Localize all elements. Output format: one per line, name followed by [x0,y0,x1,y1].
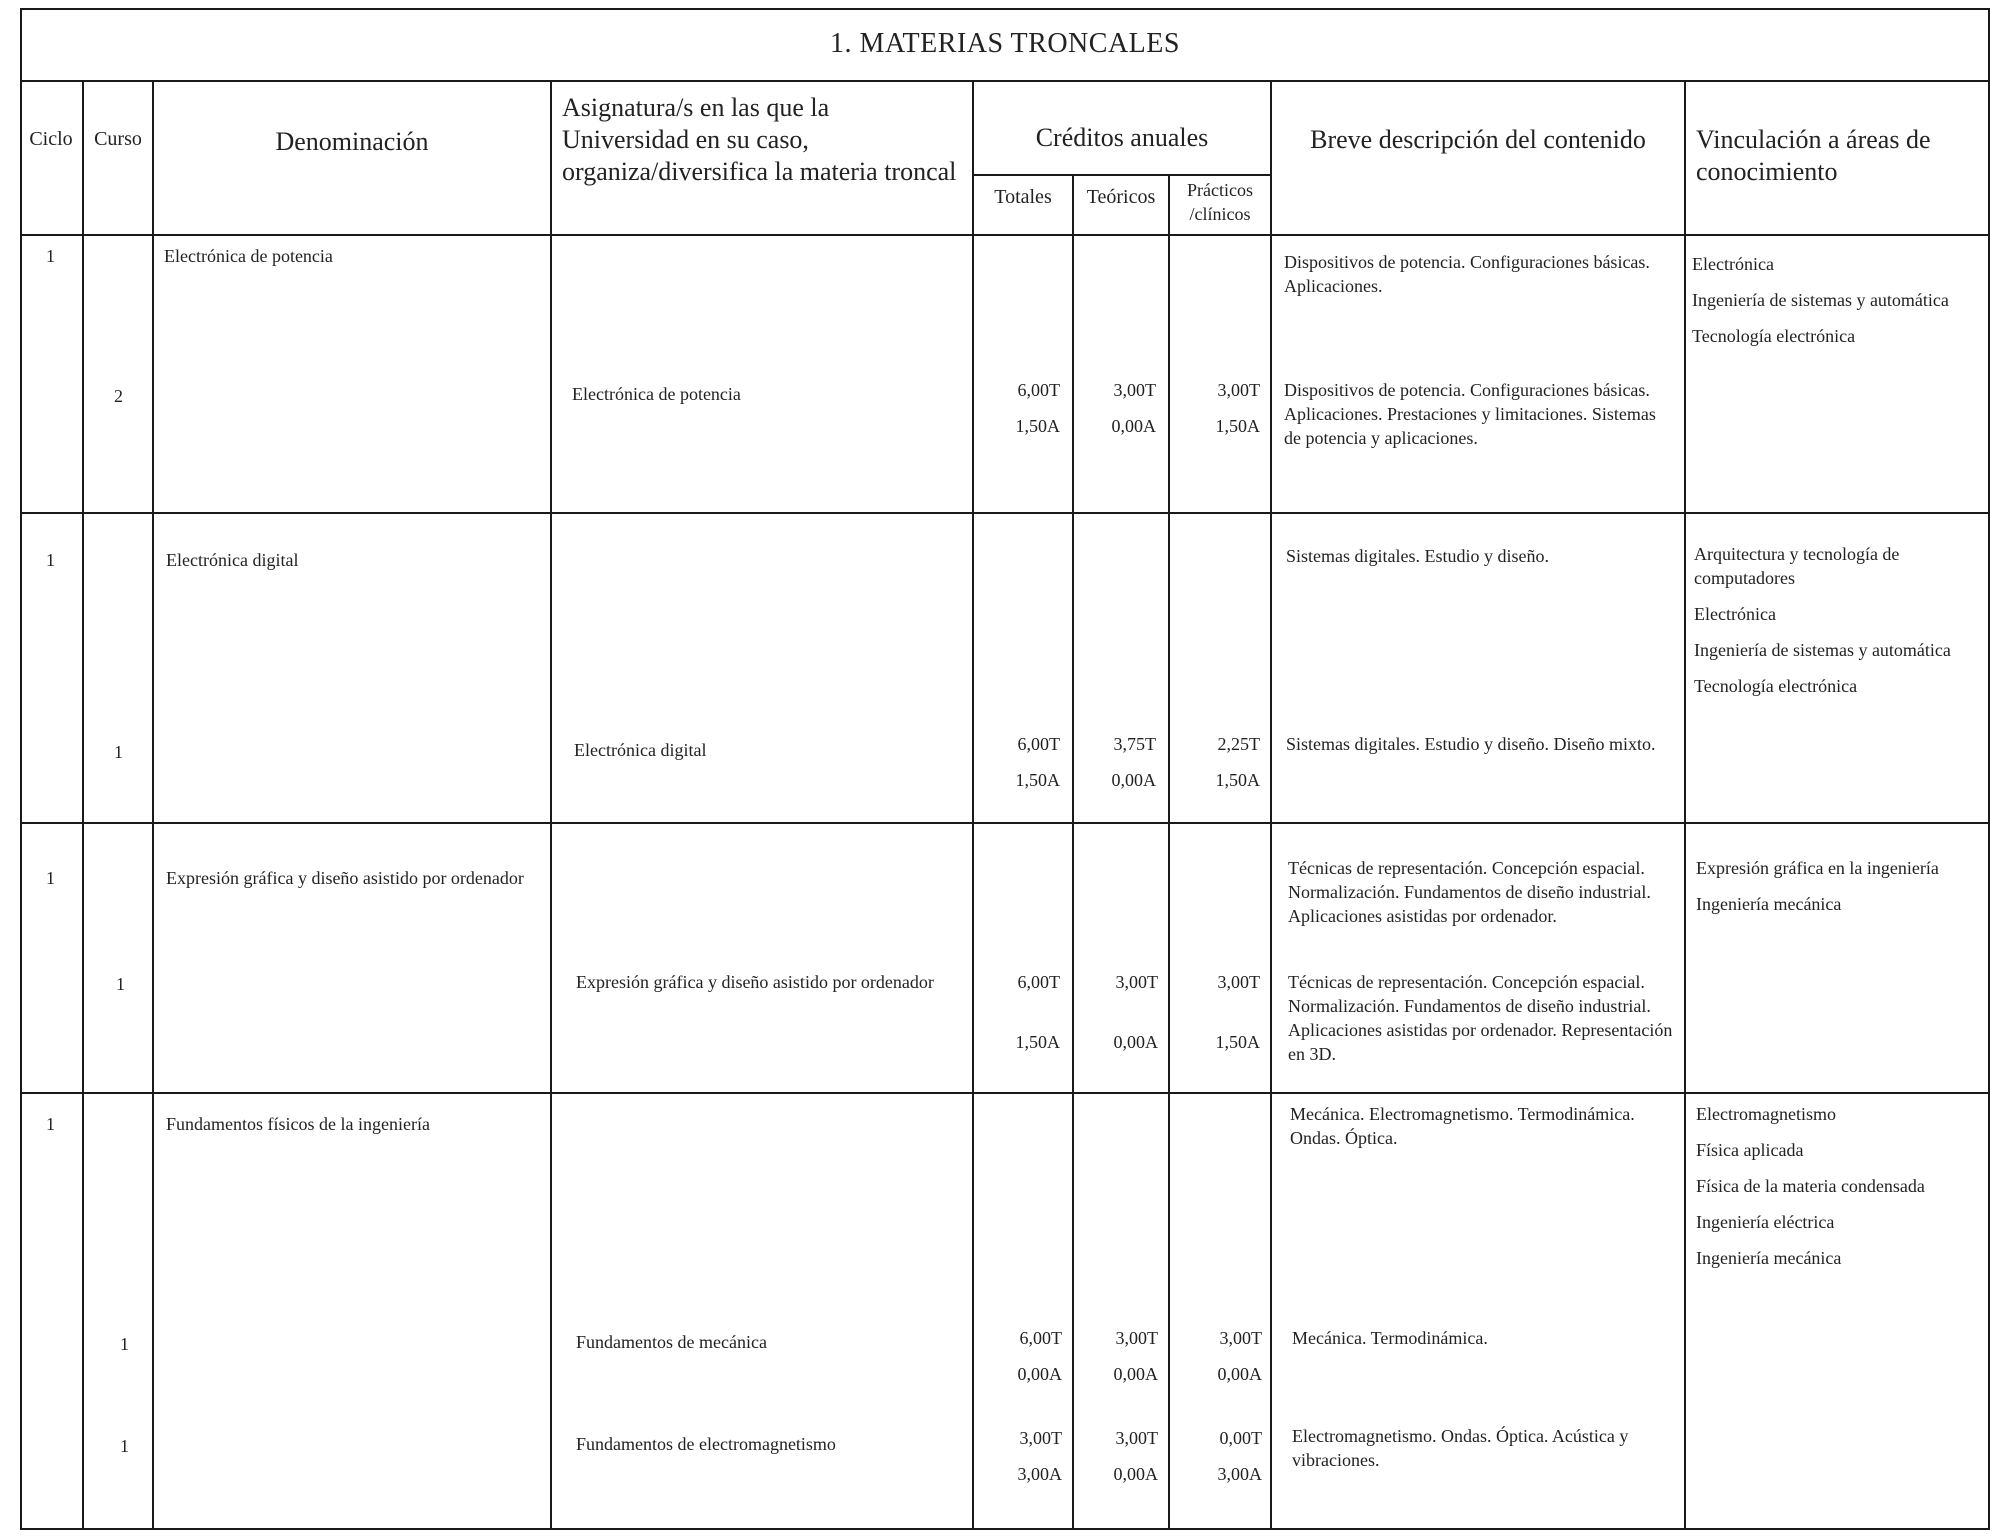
header-totales: Totales [994,186,1052,208]
area-item: Electrónica [1692,254,1774,274]
area-item: Expresión gráfica en la ingeniería [1696,858,1939,878]
border-left [20,8,22,1530]
row4-descripcion: Mecánica. Electromagnetismo. Termodinámica. Ondas. Óptica. [1290,1104,1635,1148]
row4-sub1-tot1: 6,00T [1019,1328,1062,1348]
row4-denominacion: Fundamentos físicos de la ingeniería [166,1114,430,1134]
row4-sub2-curso: 1 [120,1436,129,1456]
row4-sub1-asignatura: Fundamentos de mecánica [576,1332,767,1352]
border-right [1988,8,1990,1530]
row2-sub1-descripcion: Sistemas digitales. Estudio y diseño. Diseño mixto. [1286,734,1656,754]
row2-sub1-teo2: 0,00A [1111,770,1156,790]
row4-sub2-tot2: 3,00A [1017,1464,1062,1484]
area-item: Arquitectura y tecnología de computadores [1694,544,1900,588]
col-divider-curso [152,80,154,1530]
row4-sub2-pra2: 3,00A [1217,1464,1262,1484]
header-divider [20,234,1990,236]
area-item: Ingeniería eléctrica [1696,1212,1835,1232]
creditos-subheader-divider [972,174,1270,176]
area-item: Ingeniería de sistemas y automática [1692,290,1949,310]
row2-sub1-curso: 1 [114,742,123,762]
row4-sub1-teo2: 0,00A [1113,1364,1158,1384]
area-item: Tecnología electrónica [1692,326,1856,346]
row1-sub1-tot1: 6,00T [1017,380,1060,400]
col-divider-totales [1072,174,1074,1530]
row1-sub1-asignatura: Electrónica de potencia [572,384,741,404]
row1-sub1-tot2: 1,50A [1015,416,1060,436]
row2-sub1-tot2: 1,50A [1015,770,1060,790]
row2-ciclo: 1 [46,550,55,570]
header-vinculacion: Vinculación a áreas de conocimiento [1696,125,1931,186]
row3-sub1-pra2: 1,50A [1215,1032,1260,1052]
row4-ciclo: 1 [46,1114,55,1134]
border-bottom [20,1528,1990,1530]
header-curso: Curso [94,128,142,150]
row-divider-2 [20,822,1990,824]
table-frame [20,8,1990,1530]
area-item: Tecnología electrónica [1694,676,1858,696]
row4-sub1-pra1: 3,00T [1219,1328,1262,1348]
area-item: Electrónica [1694,604,1776,624]
row1-sub1-pra2: 1,50A [1215,416,1260,436]
area-item: Ingeniería de sistemas y automática [1694,640,1951,660]
row2-areas [1694,542,1980,710]
row1-descripcion: Dispositivos de potencia. Configuraciones básicas. Aplicaciones. [1284,252,1650,296]
row4-sub2-descripcion: Electromagnetismo. Ondas. Óptica. Acústica y vibraciones. [1292,1426,1629,1470]
row-divider-1 [20,512,1990,514]
table-title: 1. MATERIAS TRONCALES [830,28,1180,59]
row1-sub1-pra1: 3,00T [1217,380,1260,400]
row4-sub2-pra1: 0,00T [1219,1428,1262,1448]
header-teoricos: Teóricos [1086,186,1156,208]
area-item: Ingeniería mecánica [1696,894,1842,914]
row3-sub1-descripcion: Técnicas de representación. Concepción espacial. Normalización. Fundamentos de diseño industrial. Aplicaciones asistidas por ordenador. Representación en 3D. [1288,972,1673,1064]
row2-denominacion: Electrónica digital [166,550,299,570]
row3-sub1-tot2: 1,50A [1015,1032,1060,1052]
row3-sub1-curso: 1 [116,974,125,994]
row4-areas [1696,1102,1986,1282]
row3-areas [1696,856,1982,928]
row4-sub1-pra2: 0,00A [1217,1364,1262,1384]
row1-ciclo: 1 [46,246,55,266]
row3-sub1-teo1: 3,00T [1115,972,1158,992]
border-top [20,8,1990,10]
row3-denominacion: Expresión gráfica y diseño asistido por ordenador [166,868,524,888]
header-creditos: Créditos anuales [1035,123,1209,152]
row4-sub2-asignatura: Fundamentos de electromagnetismo [576,1434,836,1454]
col-divider-practicos [1270,80,1272,1530]
row1-sub1-curso: 2 [114,386,123,406]
row2-sub1-pra2: 1,50A [1215,770,1260,790]
row2-sub1-tot1: 6,00T [1017,734,1060,754]
row1-sub1-teo2: 0,00A [1111,416,1156,436]
col-divider-asignatura [972,80,974,1530]
row4-sub2-tot1: 3,00T [1019,1428,1062,1448]
col-divider-ciclo [82,80,84,1530]
row4-sub2-teo2: 0,00A [1113,1464,1158,1484]
col-divider-denominacion [550,80,552,1530]
row3-sub1-teo2: 0,00A [1113,1032,1158,1052]
row2-descripcion: Sistemas digitales. Estudio y diseño. [1286,546,1549,566]
area-item: Física aplicada [1696,1140,1804,1160]
row1-sub1-teo1: 3,00T [1113,380,1156,400]
row4-sub1-curso: 1 [120,1334,129,1354]
header-descripcion: Breve descripción del contenido [1310,125,1646,154]
row-divider-3 [20,1092,1990,1094]
row4-sub2-teo1: 3,00T [1115,1428,1158,1448]
row4-sub1-teo1: 3,00T [1115,1328,1158,1348]
row3-sub1-tot1: 6,00T [1017,972,1060,992]
row1-sub1-descripcion: Dispositivos de potencia. Configuraciones básicas. Aplicaciones. Prestaciones y limitaciones. Sistemas de potencia y aplicaciones. [1284,380,1656,448]
row3-sub1-asignatura: Expresión gráfica y diseño asistido por ordenador [576,972,934,992]
area-item: Electromagnetismo [1696,1104,1836,1124]
row4-sub1-tot2: 0,00A [1017,1364,1062,1384]
row1-denominacion: Electrónica de potencia [164,246,333,266]
row2-sub1-asignatura: Electrónica digital [574,740,707,760]
header-denominacion: Denominación [275,127,429,156]
area-item: Ingeniería mecánica [1696,1248,1842,1268]
row3-ciclo: 1 [46,868,55,888]
row4-sub1-descripcion: Mecánica. Termodinámica. [1292,1328,1488,1348]
header-asignatura: Asignatura/s en las que la Universidad en su caso, organiza/diversifica la materia troncal [562,93,957,186]
col-divider-descripcion [1684,80,1686,1530]
row2-sub1-pra1: 2,25T [1217,734,1260,754]
row2-sub1-teo1: 3,75T [1113,734,1156,754]
header-ciclo: Ciclo [29,128,73,150]
row3-descripcion: Técnicas de representación. Concepción espacial. Normalización. Fundamentos de diseño industrial. Aplicaciones asistidas por ordenador. [1288,858,1651,926]
row1-areas [1692,252,1978,360]
title-divider [20,80,1990,82]
col-divider-teoricos [1168,174,1170,1530]
area-item: Física de la materia condensada [1696,1176,1925,1196]
row3-sub1-pra1: 3,00T [1217,972,1260,992]
header-practicos: Prácticos /clínicos [1187,180,1253,224]
